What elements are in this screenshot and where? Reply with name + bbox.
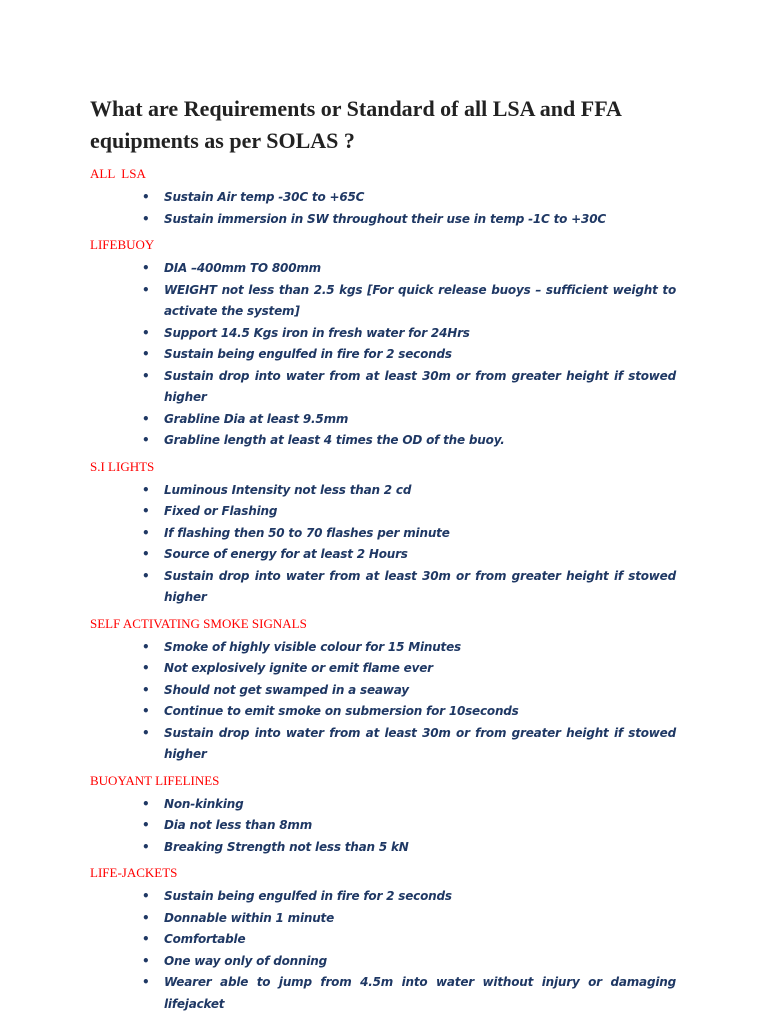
list-item-text: Sustain immersion in SW throughout their use in temp -1C to +30C [164,211,606,226]
list-item [90,544,676,566]
bullet-icon: • [142,953,150,968]
bullet-icon: • [142,889,150,903]
bullet-icon: • [142,411,150,426]
list-item-text: Breaking Strength not less than 5 kN [164,839,409,854]
list-item [90,951,676,973]
list-item [90,344,676,366]
list-item [90,209,676,231]
list-item-text: One way only of donning [164,953,327,968]
list-item [90,972,676,1015]
bullet-icon: • [142,975,150,989]
bullet-list [90,886,676,1015]
bullet-icon: • [142,525,150,540]
bullet-icon: • [142,839,150,854]
list-item [90,886,676,908]
list-item [90,523,676,545]
list-item [90,409,676,431]
list-item [90,701,676,723]
list-item-text: Fixed or Flashing [164,504,278,518]
list-item [90,280,676,323]
bullet-list [90,480,676,609]
section-heading: LIFEBUOY [90,237,155,252]
bullet-list [90,637,676,766]
list-item [90,480,676,502]
list-item-text: Sustain being engulfed in fire for 2 seconds [164,889,452,903]
list-item [90,908,676,930]
list-item [90,637,676,659]
list-item-text: Dia not less than 8mm [164,818,313,832]
bullet-icon: • [142,347,150,361]
list-item-text: Should not get swamped in a seaway [164,682,409,697]
bullet-icon: • [142,211,150,226]
list-item [90,723,676,766]
list-item-text: Continue to emit smoke on submersion for 10seconds [164,704,519,718]
list-item-text: If flashing then 50 to 70 flashes per minute [164,525,450,540]
bullet-icon: • [142,661,150,675]
section-heading: SELF ACTIVATING SMOKE SIGNALS [90,615,307,631]
bullet-icon: • [142,325,150,340]
list-item-text: Not explosively ignite or emit flame ever [164,661,433,675]
section-heading: LIFE-JACKETS [90,865,178,880]
list-item [90,501,676,523]
list-item [90,566,676,609]
section-heading: ALL LSA [90,166,146,181]
list-item-text: Smoke of highly visible colour for 15 Minutes [164,639,461,654]
list-item-text: Sustain drop into water from at least 30m or from greater height if stowed higher [164,568,676,604]
list-item-text: Wearer able to jump from 4.5m into water without injury or damaging lifejacket [164,975,676,1011]
list-item [90,258,676,280]
list-item [90,929,676,951]
bullet-icon: • [142,190,150,204]
list-item [90,680,676,702]
bullet-icon: • [142,704,150,718]
list-item [90,366,676,409]
bullet-icon: • [142,433,150,447]
bullet-icon: • [142,796,150,811]
list-item-text: DIA –400mm TO 800mm [164,261,321,275]
bullet-icon: • [142,818,150,832]
list-item-text: Grabline length at least 4 times the OD of the buoy. [164,433,505,447]
bullet-icon: • [142,639,150,654]
bullet-icon: • [142,932,150,946]
bullet-list [90,794,676,859]
list-item-text: Luminous Intensity not less than 2 cd [164,482,412,497]
list-item-text: Donnable within 1 minute [164,910,335,925]
list-item-text: Source of energy for at least 2 Hours [164,547,408,561]
section-heading: S.I LIGHTS [90,458,155,474]
list-item-text: Sustain being engulfed in fire for 2 seconds [164,347,452,361]
page-title: What are Requirements or Standard of all LSA and FFA equipments as per SOLAS ? [90,96,621,153]
bullet-icon: • [142,261,150,275]
list-item [90,837,676,859]
bullet-icon: • [142,547,150,561]
bullet-icon: • [142,725,150,740]
bullet-icon: • [142,482,150,497]
bullet-icon: • [142,282,150,297]
list-item [90,794,676,816]
bullet-icon: • [142,682,150,697]
list-item [90,323,676,345]
list-item-text: Sustain drop into water from at least 30m or from greater height if stowed higher [164,368,676,404]
document-body [90,165,676,1021]
list-item [90,658,676,680]
list-item-text: Grabline Dia at least 9.5mm [164,411,349,426]
section-heading: BUOYANT LIFELINES [90,772,220,788]
list-item [90,187,676,209]
list-item-text: Non-kinking [164,796,244,811]
list-item-text: Sustain Air temp -30C to +65C [164,190,365,204]
list-item [90,815,676,837]
bullet-list [90,258,676,452]
bullet-icon: • [142,568,150,583]
bullet-icon: • [142,368,150,383]
list-item-text: Support 14.5 Kgs iron in fresh water for 24Hrs [164,325,470,340]
bullet-icon: • [142,504,150,518]
list-item [90,430,676,452]
list-item-text: Sustain drop into water from at least 30m or from greater height if stowed higher [164,725,676,761]
list-item-text: Comfortable [164,932,246,946]
bullet-list [90,187,676,230]
bullet-icon: • [142,910,150,925]
list-item-text: WEIGHT not less than 2.5 kgs [For quick release buoys – sufficient weight to activate the system] [164,282,676,318]
